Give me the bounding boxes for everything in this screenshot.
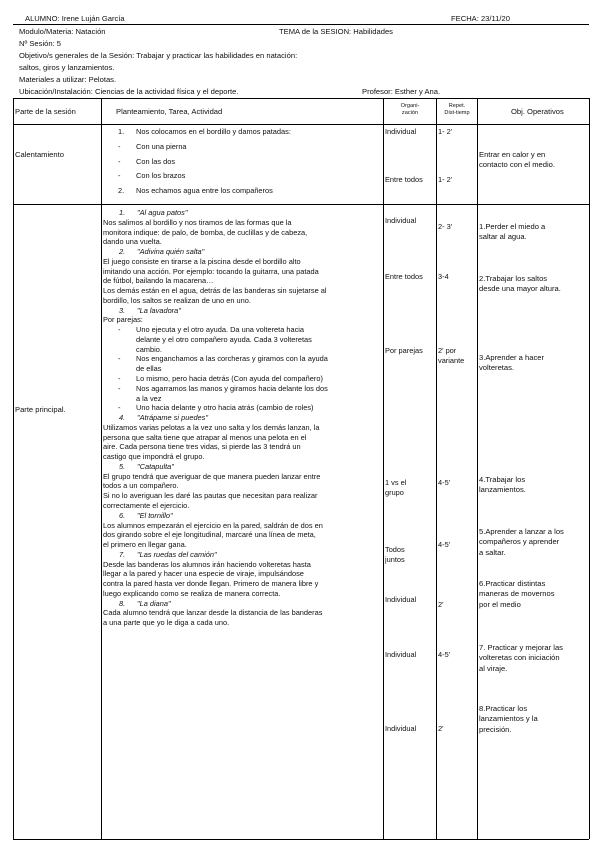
activity-2-line: de fútbol, bailando la macarena…	[103, 276, 214, 286]
activity-3-objective-line: volteretas.	[479, 363, 515, 373]
tema-label: TEMA de la SESION: Habilidades	[279, 27, 393, 36]
col-divider-2	[383, 98, 384, 839]
activity-3-rep-line: 2' por	[438, 346, 457, 355]
section-parte-principal: Parte principal.	[15, 405, 66, 414]
warmup-item-2-number: 2.	[118, 186, 125, 196]
activity-3-bullet-line: - Nos agarramos las manos y giramos hacia delante los dos	[136, 383, 328, 393]
col-header-organizacion	[384, 103, 436, 117]
activity-7-title-text: "Las ruedas del camión"	[137, 549, 217, 559]
col-divider-3	[436, 98, 437, 839]
col-divider-1	[101, 98, 102, 839]
activity-3-intro: Por parejas:	[103, 315, 143, 325]
section-calentamiento: Calentamiento	[15, 150, 64, 159]
activity-1-line: Nos salimos al bordillo y nos tiramos de las formas que la	[103, 217, 292, 227]
col-header-repeticiones-line-2: Dist-tiemp	[444, 109, 470, 116]
activity-3-rep	[438, 346, 476, 366]
activity-7-objective	[479, 643, 589, 674]
activity-3-bullet	[103, 384, 378, 404]
activity-3-bullet	[103, 403, 378, 413]
activity-7-objective-line: 7. Practicar y mejorar las	[479, 643, 563, 652]
activity-5-number: 5.	[119, 461, 126, 471]
activity-6-line: dos girando sobre el eje longitudinal, marcaré una línea de meta,	[103, 530, 316, 540]
ubicacion-label: Ubicación/Instalación: Ciencias de la actividad física y el deporte.	[19, 87, 239, 96]
activity-2-rep: 3-4	[438, 272, 449, 281]
warmup-item-1	[103, 127, 378, 137]
activity-3-bullet-line: delante y el otro compañero ayuda. Cada 3 volteretas	[136, 334, 312, 344]
activity-3-bullet-line: cambio.	[136, 344, 162, 354]
activity-2-objective-line: 2.Trabajar los saltos	[479, 274, 548, 283]
activity-2-number: 2.	[119, 247, 126, 257]
warmup-objective	[479, 150, 589, 171]
activity-3-bullet-line: de ellas	[136, 364, 162, 374]
activity-6-objective	[479, 579, 589, 610]
header-rule	[13, 24, 589, 25]
activity-1-org: Individual	[385, 216, 417, 225]
activity-3-bullet	[103, 325, 378, 354]
activity-8-rep: 2'	[438, 724, 444, 733]
modulo-label: Modulo/Materia: Natación	[19, 27, 106, 36]
activity-8-title-text: "La diana"	[137, 598, 171, 608]
col-divider-4	[477, 98, 478, 839]
activity-8-number: 8.	[119, 598, 126, 608]
activity-2-org: Entre todos	[385, 272, 423, 281]
activity-6-org: Individual	[385, 595, 417, 604]
warmup-rep-1: 1- 2'	[438, 127, 453, 136]
activity-6-title	[103, 511, 378, 521]
table-top-border	[13, 98, 589, 99]
activity-4-title	[103, 413, 378, 423]
activity-2-line: bordillo, los saltos se realizan de uno en uno.	[103, 295, 251, 305]
activity-7-line: llegar a la pared y hacer una especie de viraje, impulsándose	[103, 569, 304, 579]
activity-1-objective	[479, 222, 589, 243]
table-right-border	[589, 98, 590, 839]
activity-7-org: Individual	[385, 650, 417, 659]
activity-5-line: El grupo tendrá que averiguar de que manera pueden lanzar entre	[103, 471, 321, 481]
warmup-item-2	[103, 186, 378, 196]
activity-3-number: 3.	[119, 305, 126, 315]
fecha-label: FECHA: 23/11/20	[451, 14, 510, 23]
col-header-parte: Parte de la sesión	[15, 107, 76, 116]
activity-2-title	[103, 247, 378, 257]
activity-6-line: el primero en llegar gana.	[103, 540, 187, 550]
activity-4-objective-line: 4.Trabajar los	[479, 475, 526, 484]
sesion-label: Nº Sesión: 5	[19, 39, 62, 48]
objetivo-line-1: Objetivo/s generales de la Sesión: Trabajar y practicar las habilidades en natación:	[19, 51, 298, 60]
table-bottom-border	[13, 839, 589, 840]
activity-5-org-line: Todos	[385, 545, 405, 554]
activity-6-title-text: "El tornillo"	[137, 510, 173, 520]
activity-6-objective-line: por el medio	[479, 599, 521, 609]
activity-7-line: contra la pared hasta ver donde llegan. Primero de manera libre y	[103, 579, 319, 589]
activity-4-org	[385, 478, 435, 498]
activity-3-bullet	[103, 374, 378, 384]
activity-2-objective-line: desde una mayor altura.	[479, 284, 561, 294]
activity-2-title-text: "Adivina quién salta"	[137, 247, 205, 257]
activity-7-line: luego explicando como se realiza de manera correcta.	[103, 588, 281, 598]
activity-1-line: monitora indique: de palo, de bomba, de cuclillas y de cabeza,	[103, 227, 308, 237]
activity-1-title-text: "Al agua patos"	[137, 208, 188, 217]
warmup-item-1-number: 1.	[118, 127, 125, 136]
activity-3-bullet-line: - Nos enganchamos a las corcheras y giramos con la ayuda	[136, 354, 328, 364]
activity-8-line: a una parte que yo le diga a cada uno.	[103, 618, 230, 628]
activity-3-bullet	[103, 354, 378, 374]
main-activities	[103, 208, 378, 628]
warmup-item-2-text: Nos echamos agua entre los compañeros	[136, 186, 273, 196]
materiales-label: Materiales a utilizar: Pelotas.	[19, 75, 117, 84]
activity-3-bullet-line: - Uno hacia delante y otro hacia atrás (cambio de roles)	[136, 403, 314, 413]
warmup-item-1-text: Nos colocamos en el bordillo y damos patadas:	[136, 127, 291, 136]
activity-8-line: Cada alumno tendrá que lanzar desde la distancia de las banderas	[103, 608, 323, 618]
activity-3-bullet-line: - Lo mismo, pero hacia detrás (Con ayuda del compañero)	[136, 374, 323, 384]
objetivo-line-2: saltos, giros y lanzamientos.	[19, 63, 115, 72]
warmup-org-1: Individual	[385, 127, 417, 136]
warmup-rep-2: 1- 2'	[438, 175, 453, 184]
activity-7-line: Desde las banderas los alumnos irán haciendo volteretas hasta	[103, 559, 311, 569]
warmup-bottom-border	[13, 204, 589, 205]
activity-4-line: persona que salta tiene que atrapar al menos una pelota en el	[103, 432, 307, 442]
warmup-bullet: - Con una pierna	[103, 142, 378, 152]
col-header-repeticiones-line-1: Repet.	[448, 103, 466, 109]
table-header-bottom	[13, 124, 589, 125]
col-header-organizacion-line-2: zación	[401, 109, 419, 116]
activity-7-number: 7.	[119, 549, 126, 559]
activity-8-title	[103, 599, 378, 609]
activity-4-org-line: grupo	[385, 487, 404, 497]
activity-2-line: El juego consiste en tirarse a la piscina desde el bordillo alto	[103, 256, 301, 266]
warmup-objective-line: contacto con el medio.	[479, 160, 555, 170]
activity-2-objective	[479, 274, 589, 295]
alumno-label: ALUMNO: Irene Luján García	[25, 14, 125, 23]
activity-6-objective-line: maneras de movernos	[479, 589, 555, 599]
warmup-activity	[103, 127, 378, 196]
activity-4-objective	[479, 475, 589, 496]
activity-4-line: Utilizamos varias pelotas a la vez uno salta y los demás lanzan, la	[103, 422, 320, 432]
warmup-bullet: - Con los brazos	[103, 171, 378, 181]
activity-4-number: 4.	[119, 413, 126, 423]
activity-4-line: castigo que impondrá el grupo.	[103, 452, 205, 462]
activity-8-objective-line: precisión.	[479, 724, 512, 734]
activity-3-bullet-line: a la vez	[136, 393, 162, 403]
activity-5-title	[103, 462, 378, 472]
col-header-planteamiento: Planteamiento, Tarea, Actividad	[116, 107, 223, 116]
activity-7-title	[103, 550, 378, 560]
activity-6-rep: 2'	[438, 600, 444, 609]
activity-4-objective-line: lanzamientos.	[479, 485, 526, 495]
activity-5-objective-line: 5.Aprender a lanzar a los	[479, 527, 564, 536]
activity-6-line: Los alumnos empezarán el ejercicio en la pared, saldrán de dos en	[103, 520, 323, 530]
activity-3-objective	[479, 353, 589, 374]
activity-1-objective-line: saltar al agua.	[479, 232, 527, 242]
activity-2-line: Los demás están en el agua, detrás de las banderas sin sujetarse al	[103, 286, 327, 296]
activity-3-title	[103, 306, 378, 316]
col-header-repeticiones	[437, 103, 477, 117]
activity-8-org: Individual	[385, 724, 417, 733]
activity-5-line: todos a un compañero.	[103, 481, 179, 491]
activity-5-title-text: "Catapulta"	[137, 461, 174, 471]
activity-5-objective-line: compañeros y aprender	[479, 537, 560, 547]
activity-1-objective-line: 1.Perder el miedo a	[479, 222, 546, 231]
activity-7-objective-line: al viraje.	[479, 663, 508, 673]
activity-2-line: imitando una acción. Por ejemplo: tocando la guitarra, una patada	[103, 266, 319, 276]
activity-3-title-text: "La lavadora"	[137, 305, 181, 315]
activity-8-objective	[479, 704, 589, 735]
warmup-org-2: Entre todos	[385, 175, 423, 184]
activity-1-rep: 2- 3'	[438, 222, 453, 231]
col-header-organizacion-line-1: Organi-	[400, 103, 420, 109]
activity-1-title	[103, 208, 378, 218]
activity-5-rep: 4-5'	[438, 540, 451, 549]
warmup-bullet: - Con las dos	[103, 157, 378, 167]
activity-3-objective-line: 3.Aprender a hacer	[479, 353, 545, 362]
activity-6-objective-line: 6.Practicar distintas	[479, 579, 546, 588]
activity-5-objective	[479, 527, 589, 558]
table-left-border	[13, 98, 14, 839]
profesor-label: Profesor: Esther y Ana.	[362, 87, 441, 96]
activity-4-title-text: "Atrápame si puedes"	[137, 413, 208, 423]
activity-8-objective-line: lanzamientos y la	[479, 714, 538, 724]
activity-8-objective-line: 8.Practicar los	[479, 704, 528, 713]
activity-3-bullet-line: - Uno ejecuta y el otro ayuda. Da una voltereta hacia	[136, 325, 305, 335]
activity-4-line: aire. Cada persona tiene tres vidas, si pierde las 3 tendrá un	[103, 442, 301, 452]
col-header-objetivos: Obj. Operativos	[511, 107, 564, 116]
activity-5-line: correctamente el ejercicio.	[103, 500, 190, 510]
activity-5-org-line: juntos	[385, 554, 405, 564]
warmup-objective-line: Entrar en calor y en	[479, 150, 546, 159]
activity-6-number: 6.	[119, 510, 126, 520]
activity-1-number: 1.	[119, 208, 126, 217]
activity-5-org	[385, 545, 435, 565]
activity-3-org: Por parejas	[385, 346, 423, 355]
activity-1-line: dando una vuelta.	[103, 237, 162, 247]
activity-4-rep: 4-5'	[438, 478, 451, 487]
activity-7-rep: 4-5'	[438, 650, 451, 659]
activity-7-objective-line: volteretas con iniciación	[479, 653, 560, 663]
activity-4-org-line: 1 vs el	[385, 478, 407, 487]
activity-3-rep-line: variante	[438, 355, 465, 365]
activity-5-objective-line: a saltar.	[479, 547, 506, 557]
activity-5-line: Si no lo averiguan les daré las pautas que necesitan para realizar	[103, 491, 318, 501]
